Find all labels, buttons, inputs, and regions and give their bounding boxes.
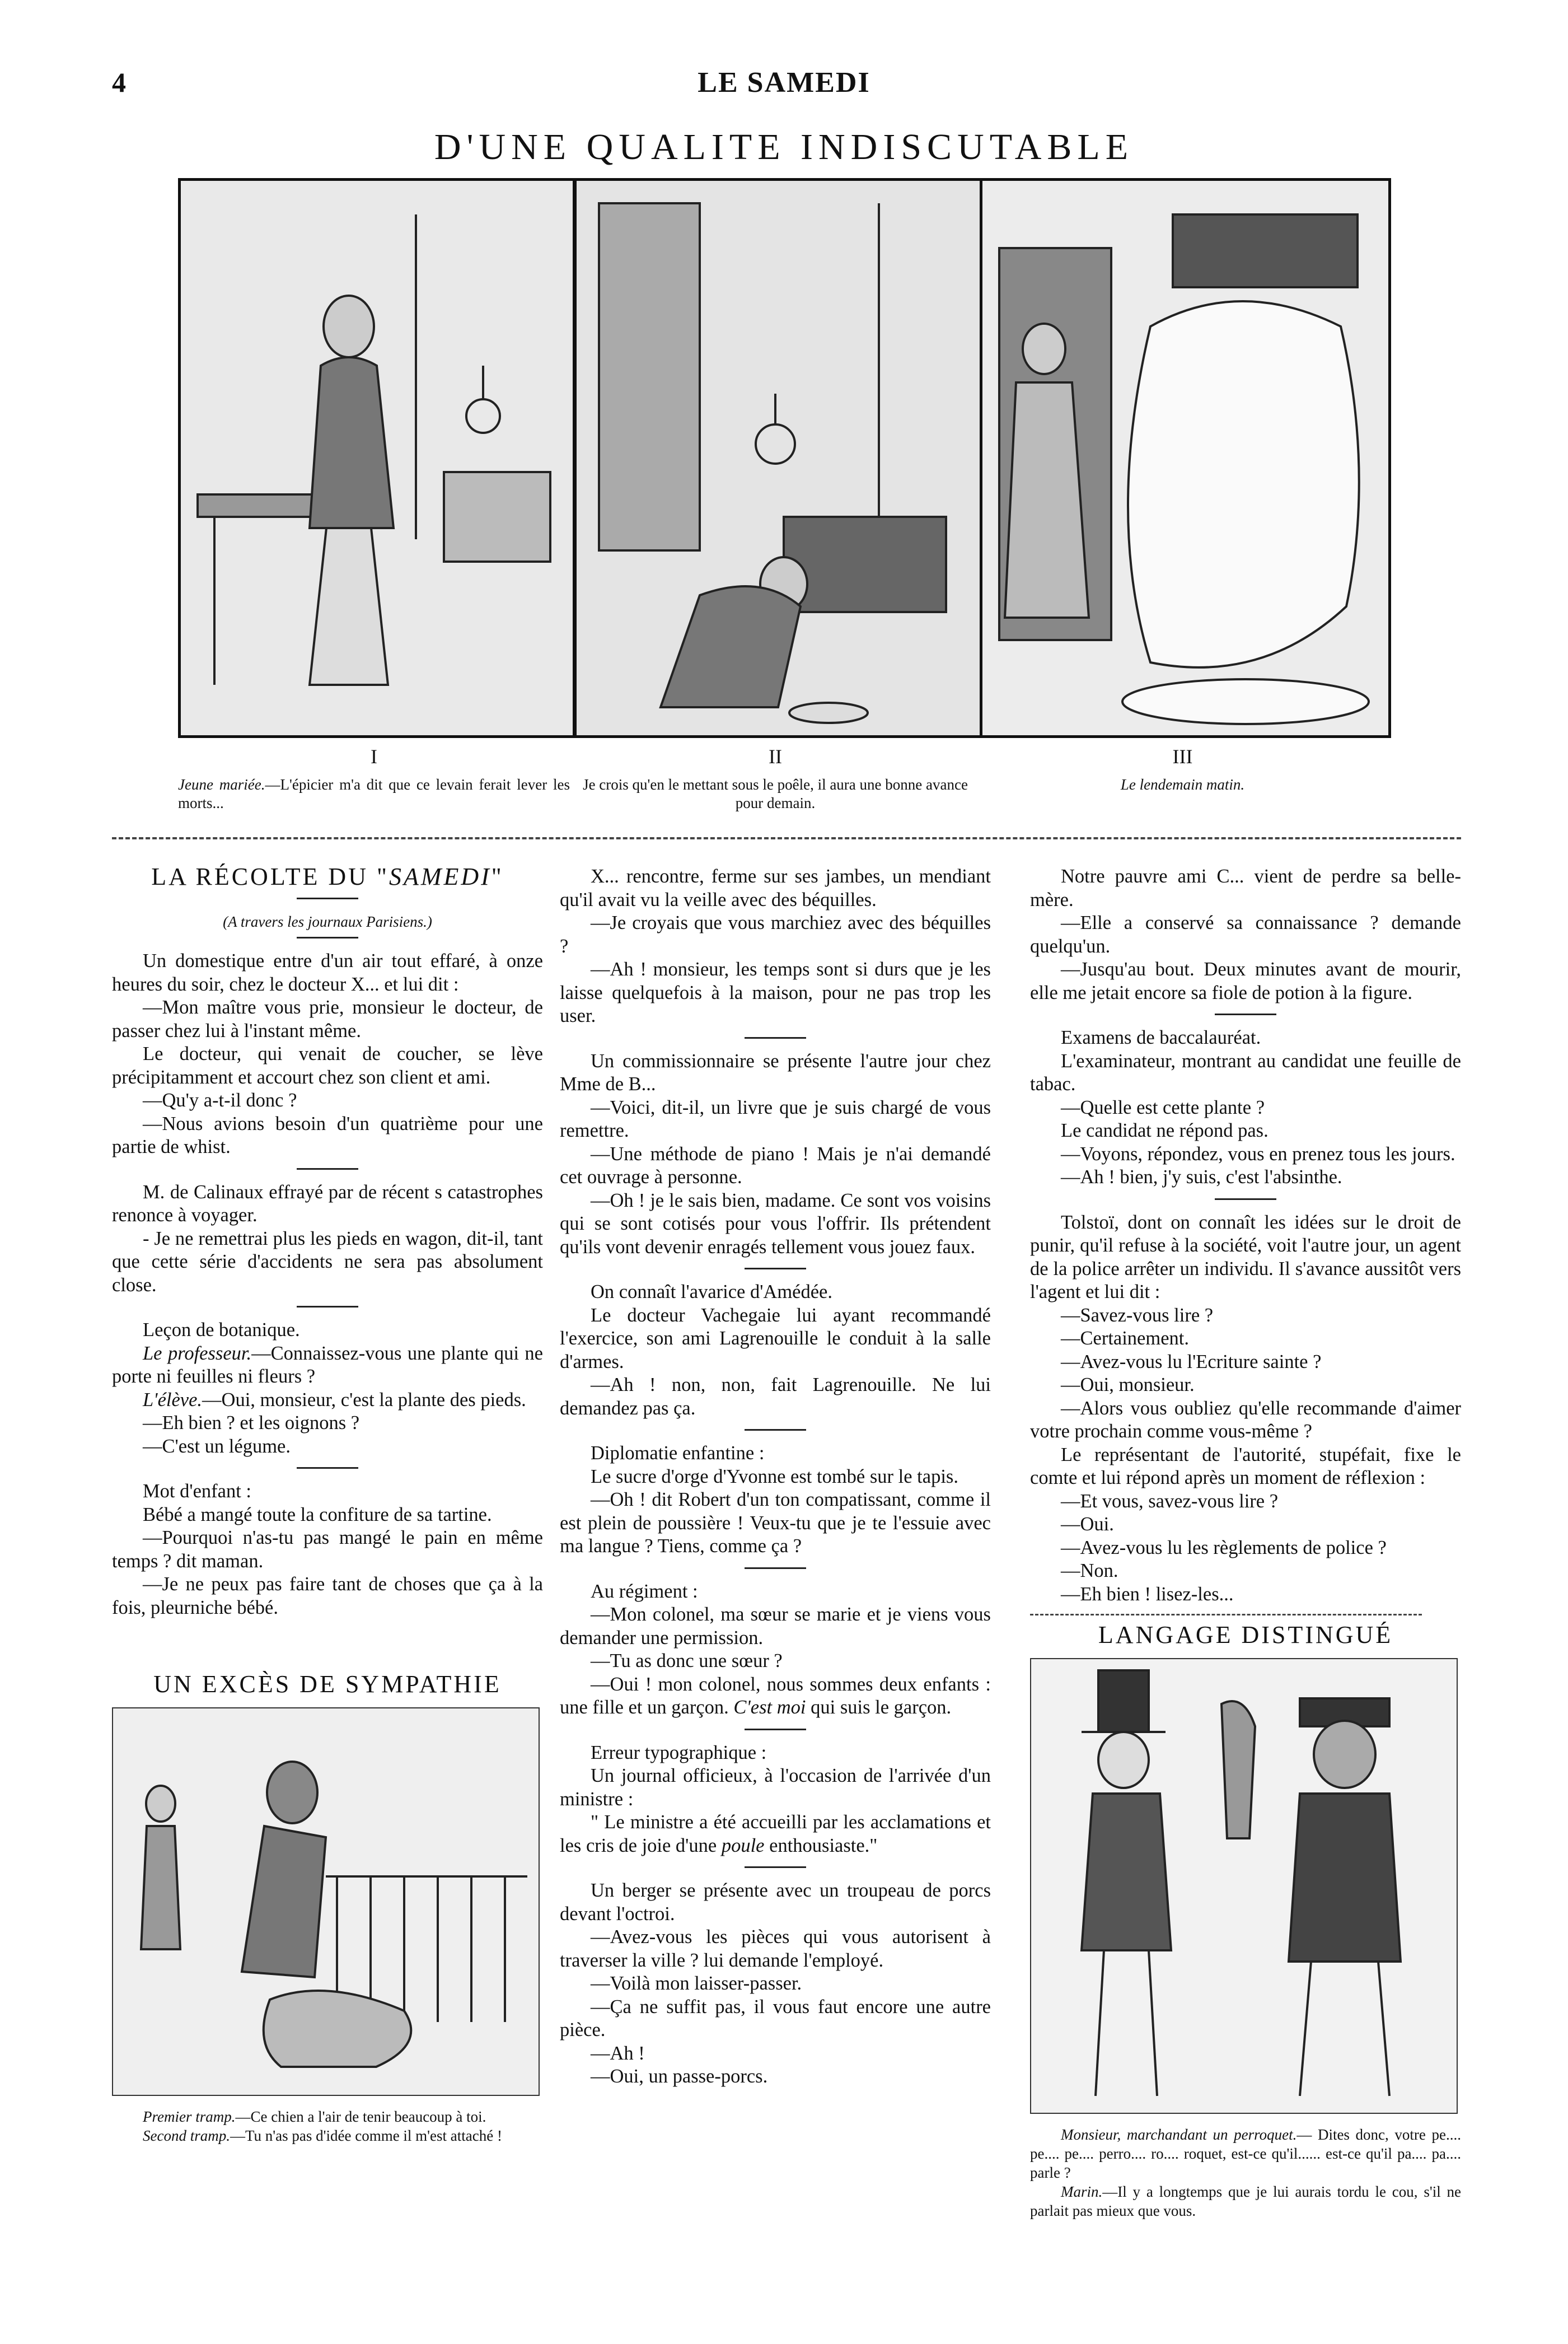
column-1 [112, 865, 543, 2145]
panel-2-caption [574, 776, 977, 813]
paragraph: —Oui, monsieur. [1061, 1374, 1195, 1395]
column-2 [560, 865, 991, 2089]
paragraph: —Ah ! monsieur, les temps sont si durs que je les laisse quelquefois à la maison, pour ne pas trop les user. [560, 959, 991, 1026]
langage-heading: LANGAGE DISTINGUÉ [1098, 1621, 1393, 1649]
paragraph: Diplomatie enfantine : [591, 1442, 765, 1464]
rule [1030, 1614, 1422, 1615]
paragraph: —Quelle est cette plante ? [1061, 1096, 1265, 1118]
paragraph: —Oui, un passe-porcs. [591, 2066, 768, 2087]
paragraph: Un commissionnaire se présente l'autre jour chez Mme de B... [560, 1050, 991, 1095]
rule [745, 1268, 806, 1269]
paragraph: —Voici, dit-il, un livre que je suis chargé de vous remettre. [560, 1096, 991, 1141]
rule [745, 1037, 806, 1039]
paragraph: —Ah ! [591, 2042, 645, 2064]
paragraph: —Elle a conservé sa connaissance ? demande quelqu'un. [1030, 912, 1461, 957]
rule [745, 1866, 806, 1868]
panel-2-numeral: II [769, 745, 782, 768]
paragraph: Le docteur, qui venait de coucher, se lève précipitamment et accourt chez son client et ami. [112, 1043, 543, 1088]
paragraph: —Oui. [1061, 1514, 1114, 1535]
paragraph: —Ah ! bien, j'y suis, c'est l'absinthe. [1061, 1166, 1342, 1188]
paragraph: Le sucre d'orge d'Yvonne est tombé sur le tapis. [591, 1465, 958, 1487]
paragraph: Leçon de botanique. [143, 1319, 300, 1341]
paragraph: On connaît l'avarice d'Amédée. [591, 1281, 832, 1302]
recolte-heading: LA RÉCOLTE DU "SAMEDI" [151, 863, 504, 890]
langage-caption: Monsieur, marchandant un perroquet.— Dites donc, votre pe.... pe.... pe.... perro.... ro.... roquet, est-ce qu'il...... est-ce qu'il pa.... pa.... parle ? Marin.—Il y a longtemps que je lui aurais tordu le cou, s'il ne parlait pas mieux que vous. [1030, 2126, 1461, 2219]
comic-panel-2 [574, 178, 982, 738]
paragraph: —Voilà mon laisser-passer. [591, 1973, 802, 1994]
paragraph: Mot d'enfant : [143, 1481, 252, 1502]
overflowing-dough-illustration [982, 181, 1388, 735]
paragraph: —Je croyais que vous marchiez avec des béquilles ? [560, 912, 991, 957]
paragraph: Erreur typographique : [591, 1741, 767, 1763]
column-3 [1030, 865, 1461, 2220]
paragraph: —Oh ! dit Robert d'un ton compatissant, comme il est plein de poussière ! Veux-tu que je te l'essuie avec ma langue ? Tiens, comme ça ? [560, 1489, 991, 1557]
paragraph: —Mon colonel, ma sœur se marie et je viens vous demander une permission. [560, 1604, 991, 1649]
paragraph: Au régiment : [591, 1580, 698, 1602]
rule [745, 1729, 806, 1730]
rule [1215, 1198, 1276, 1200]
panel-1-numeral: I [371, 745, 377, 768]
paragraph: —Tu as donc une sœur ? [591, 1650, 783, 1671]
paragraph: —Avez-vous les pièces qui vous autorisent à traverser la ville ? lui demande l'employé. [560, 1926, 991, 1971]
paragraph: Tolstoï, dont on connaît les idées sur le droit de punir, qu'il refuse à la société, voit l'autre jour, un agent de la police arrêter un individu. Il s'avance aussitôt vers l'agent et lui dit : [1030, 1211, 1461, 1302]
kitchen-bride-illustration [181, 181, 573, 735]
paragraph: —Qu'y a-t-il donc ? [143, 1090, 297, 1111]
paragraph: Le candidat ne répond pas. [1061, 1120, 1269, 1141]
rule [297, 1168, 358, 1170]
comic-title: D'UNE QUALITE INDISCUTABLE [434, 127, 1134, 167]
paragraph: —Jusqu'au bout. Deux minutes avant de mourir, elle me jetait encore sa fiole de potion à la figure. [1030, 959, 1461, 1003]
rule [745, 1567, 806, 1569]
comic-panel-1 [178, 178, 575, 738]
sympathie-caption: Premier tramp.—Ce chien a l'air de tenir beaucoup à toi. Second tramp.—Tu n'as pas d'idée comme il m'est attaché ! [143, 2108, 502, 2144]
paragraph: Un domestique entre d'un air tout effaré, à onze heures du soir, chez le docteur X... et lui dit : [112, 950, 543, 995]
paragraph: Le professeur.—Connaissez-vous une plante qui ne porte ni feuilles ni fleurs ? [112, 1342, 543, 1387]
paragraph: —Eh bien ? et les oignons ? [143, 1412, 360, 1434]
panel-3-text: Le lendemain matin. [1120, 776, 1245, 793]
tramp-dog-drawing [113, 1708, 539, 2095]
paragraph: Un berger se présente avec un troupeau de porcs devant l'octroi. [560, 1880, 991, 1925]
stove-kneeling-illustration [577, 181, 980, 735]
paragraph: —Oh ! je le sais bien, madame. Ce sont vos voisins qui se sont cotisés pour vous l'offrir. Ils prétendent qu'ils vont devenir enragés tellement vous jouez faux. [560, 1189, 991, 1258]
sympathie-heading: UN EXCÈS DE SYMPATHIE [153, 1670, 502, 1698]
paragraph: —Pourquoi n'as-tu pas mangé le pain en même temps ? dit maman. [112, 1527, 543, 1572]
paragraph: —Eh bien ! lisez-les... [1061, 1583, 1234, 1605]
paragraph: Bébé a mangé toute la confiture de sa tartine. [143, 1503, 492, 1525]
paragraph: —Une méthode de piano ! Mais je n'ai demandé cet ouvrage à personne. [560, 1143, 991, 1188]
paragraph: —Nous avions besoin d'un quatrième pour une partie de whist. [112, 1113, 543, 1157]
parrot-merchant-drawing [1031, 1659, 1457, 2113]
panel-3-numeral: III [1172, 745, 1193, 768]
paragraph: —Oui ! mon colonel, nous sommes deux enfants : une fille et un garçon. C'est moi qui suis le garçon. [560, 1673, 991, 1718]
paragraph: X... rencontre, ferme sur ses jambes, un mendiant qu'il avait vu la veille avec des béquilles. [560, 866, 991, 910]
section-divider [112, 837, 1461, 839]
rule [297, 937, 358, 938]
paragraph: —Avez-vous lu les règlements de police ? [1061, 1537, 1387, 1558]
paragraph: —Alors vous oubliez qu'elle recommande d'aimer votre prochain comme vous-même ? [1030, 1397, 1461, 1442]
panel-1-text: —L'épicier m'a dit que ce levain ferait lever les morts... [178, 776, 570, 811]
paragraph: " Le ministre a été accueilli par les acclamations et les cris de joie d'une poule enthousiaste." [560, 1811, 991, 1856]
rule [1215, 1014, 1276, 1015]
paragraph: L'examinateur, montrant au candidat une feuille de tabac. [1030, 1050, 1461, 1095]
parrot-merchant-illustration [1030, 1658, 1458, 2114]
panel-3-caption [980, 776, 1386, 794]
paragraph: —Ça ne suffit pas, il vous faut encore une autre pièce. [560, 1996, 991, 2041]
paragraph: —Savez-vous lire ? [1061, 1304, 1214, 1326]
paragraph: —Je ne peux pas faire tant de choses que ça à la fois, pleurniche bébé. [112, 1573, 543, 1618]
paragraph: —Avez-vous lu l'Ecriture sainte ? [1061, 1351, 1322, 1372]
paragraph: Un journal officieux, à l'occasion de l'arrivée d'un ministre : [560, 1765, 991, 1810]
paragraph: Le docteur Vachegaie lui ayant recommandé l'exercice, son ami Lagrenouille le conduit à la salle d'armes. [560, 1304, 991, 1372]
paragraph: —Mon maître vous prie, monsieur le docteur, de passer chez lui à l'instant même. [112, 997, 543, 1042]
panel-2-text: Je crois qu'en le mettant sous le poêle, il aura une bonne avance pour demain. [583, 776, 968, 811]
paragraph: —Et vous, savez-vous lire ? [1061, 1490, 1279, 1512]
rule [745, 1429, 806, 1431]
paragraph: - Je ne remettrai plus les pieds en wagon, dit-il, tant que cette série d'accidents ne sera pas absolument close. [112, 1227, 543, 1296]
paragraph: Notre pauvre ami C... vient de perdre sa belle-mère. [1030, 866, 1461, 910]
paragraph: —Non. [1061, 1560, 1118, 1581]
comic-panel-3 [980, 178, 1391, 738]
paragraph: M. de Calinaux effrayé par de récent s catastrophes renonce à voyager. [112, 1181, 543, 1226]
rule [297, 898, 358, 899]
paragraph: —Voyons, répondez, vous en prenez tous les jours. [1061, 1143, 1455, 1165]
paragraph: Le représentant de l'autorité, stupéfait, fixe le comte et lui répond après un moment de réflexion : [1030, 1444, 1461, 1488]
tramp-dog-illustration [112, 1707, 540, 2096]
paragraph: —C'est un légume. [143, 1435, 291, 1457]
rule [297, 1467, 358, 1469]
paragraph: —Certainement. [1061, 1328, 1189, 1349]
paragraph: —Ah ! non, non, fait Lagrenouille. Ne lui demandez pas ça. [560, 1374, 991, 1419]
panel-1-caption [178, 776, 570, 813]
recolte-subheading: (A travers les journaux Parisiens.) [223, 913, 432, 930]
paragraph: Examens de baccalauréat. [1061, 1027, 1261, 1048]
page-number: 4 [112, 67, 126, 98]
running-title: LE SAMEDI [698, 67, 870, 99]
panel-1-speaker: Jeune mariée. [178, 776, 265, 793]
paragraph: L'élève.—Oui, monsieur, c'est la plante des pieds. [143, 1389, 526, 1411]
rule [297, 1306, 358, 1308]
